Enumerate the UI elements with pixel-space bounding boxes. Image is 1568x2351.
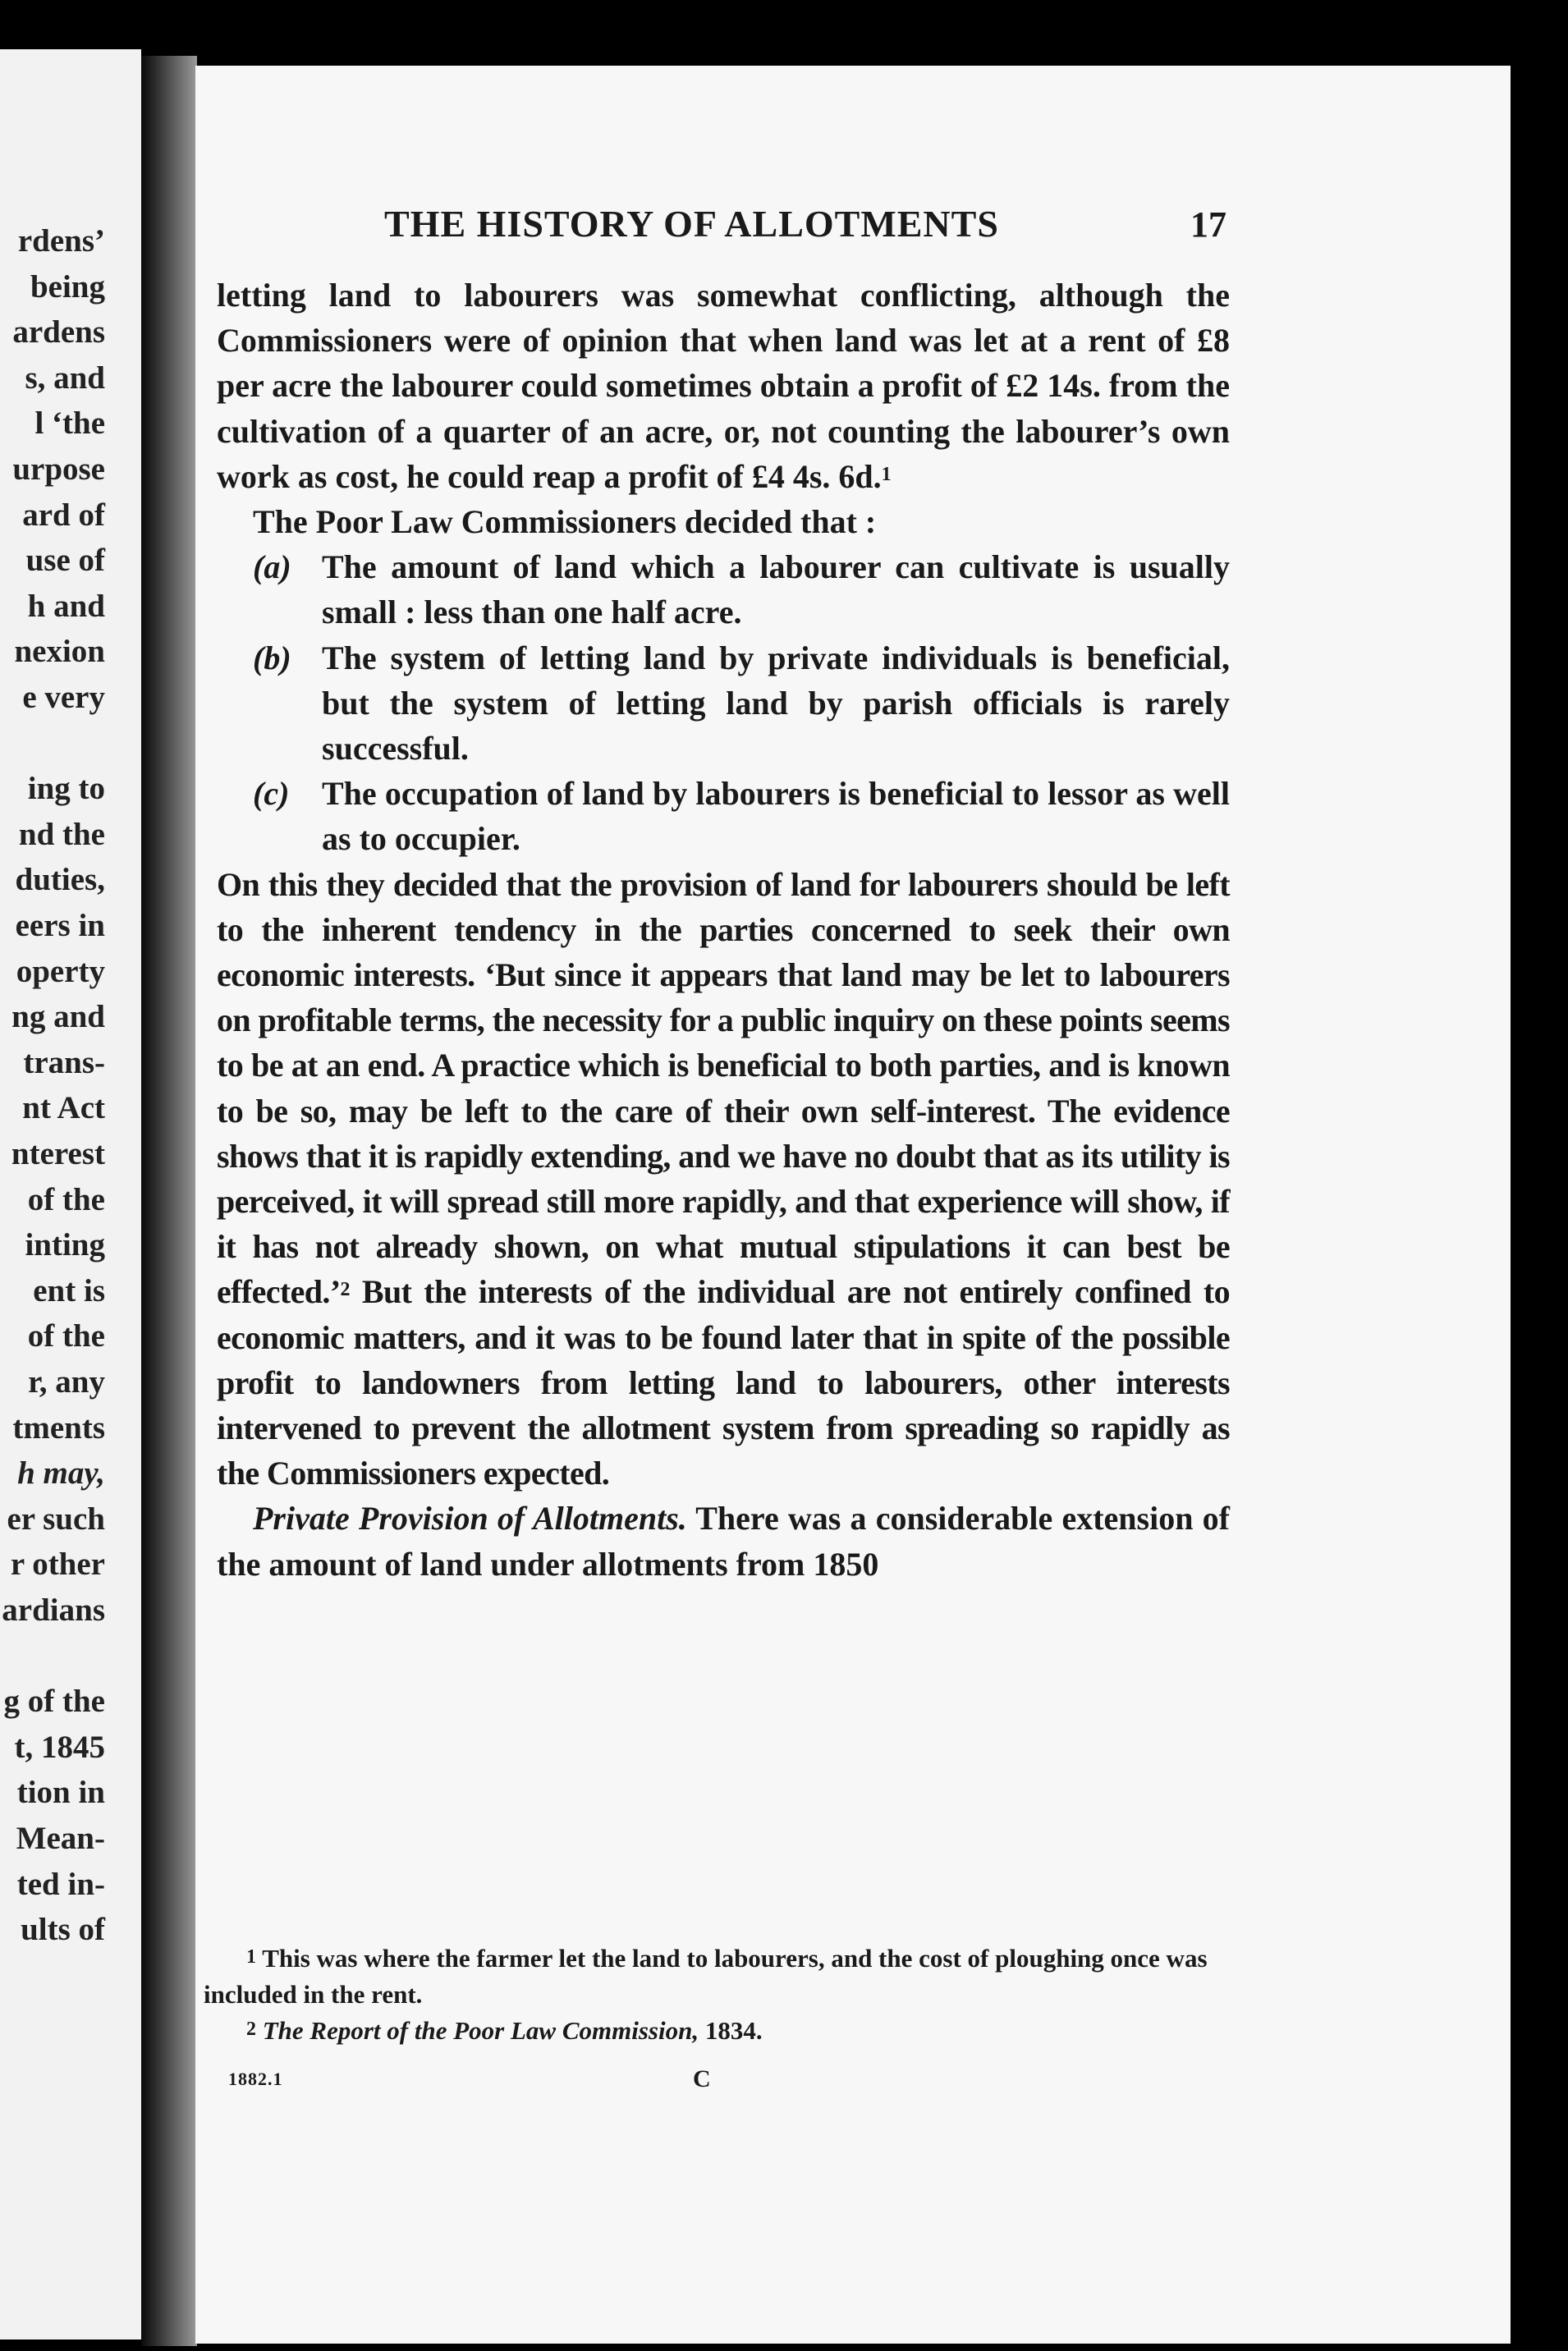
left-page-line: use of — [25, 543, 105, 579]
printer-signature: 1882.1 — [228, 2069, 283, 2089]
footnote-ref: 2 — [340, 1279, 350, 1301]
left-page-line: being — [30, 268, 105, 305]
left-page-line: of the — [27, 1181, 105, 1217]
footnote-number: 2 — [246, 2019, 256, 2040]
left-page-line: r, any — [28, 1364, 105, 1400]
left-page-line: h may, — [17, 1455, 105, 1492]
left-page-line: inting — [25, 1227, 105, 1263]
footnotes — [204, 1941, 1222, 2049]
left-page-line: t, 1845 — [14, 1729, 105, 1765]
left-page-line: Mean- — [16, 1821, 105, 1856]
left-page-line: ng and — [11, 999, 105, 1035]
clause-label: (a) — [253, 548, 291, 586]
section-run-in-heading: Private Provision of Allotments. — [253, 1500, 687, 1538]
footnote-text: 1834. — [699, 2016, 763, 2045]
left-page-line: eers in — [15, 908, 105, 943]
left-page-line: er such — [7, 1501, 105, 1537]
footnote-text: This was where the farmer let the land to labourers, and the cost of ploughing once was included in the rent. — [204, 1944, 1208, 2009]
binding-gutter — [141, 56, 197, 2346]
left-page-line: tments — [12, 1409, 105, 1446]
clause-c — [217, 771, 1230, 861]
left-page-line: trans- — [23, 1044, 105, 1080]
footnote — [204, 2013, 1222, 2049]
paragraph-text: There was a considerable extension of the amount of land under allotments from 1850 — [217, 1500, 1230, 1583]
left-page-line: ardians — [2, 1593, 105, 1628]
left-page-line: ardens — [12, 314, 105, 351]
clause-text: The occupation of land by labourers is beneficial to lessor as well as to occupier. — [322, 775, 1230, 858]
left-page-line: operty — [16, 953, 105, 989]
clause-a — [217, 544, 1230, 635]
left-page-line: ted in- — [16, 1866, 105, 1902]
left-page-line: g of the — [3, 1684, 105, 1720]
paragraph-text: letting land to labourers was somewhat conflicting, although the Commissioners were of opinion that when land was let at a rent of £8 per acre the labourer could sometimes obtain a profit of £2 14s. from the cultivation of a quarter of an acre, or, not counting the labourer’s own work as cost, he could reap a profit of £4 4s. 6d. — [217, 277, 1230, 495]
left-page-line: ent is — [33, 1272, 105, 1308]
left-page-line: tion in — [16, 1775, 105, 1811]
clause-b — [217, 635, 1230, 772]
clause-text: The amount of land which a labourer can cultivate is usually small : less than one half acre. — [322, 548, 1230, 631]
footnote-number: 1 — [246, 1946, 256, 1968]
running-title: THE HISTORY OF ALLOTMENTS — [384, 203, 999, 245]
left-page-line: of the — [27, 1318, 105, 1354]
clause-label: (b) — [253, 639, 291, 676]
footnote — [204, 1941, 1222, 2013]
left-page-line: ard of — [22, 497, 105, 533]
left-page-line: urpose — [12, 451, 105, 487]
left-page-line: nd the — [18, 816, 105, 852]
paragraph-text: But the interests of the individual are not entirely confined to economic matters, and it was to be found later that in spite of the possible profit to landowners from letting land to labourers, other interests intervened to prevent the allotment system from spreading so rapidly as the Commissioners expected. — [217, 1273, 1230, 1492]
body-text — [217, 273, 1230, 1587]
left-page-line: r other — [10, 1547, 105, 1583]
paragraph: The Poor Law Commissioners decided that : — [253, 503, 877, 541]
left-page-line: h and — [27, 588, 105, 624]
left-page-line: ing to — [27, 771, 105, 807]
gathering-signature: C — [693, 2065, 711, 2092]
left-page-line: s, and — [25, 360, 105, 396]
left-page-line: duties, — [15, 862, 105, 898]
paragraph — [217, 273, 1230, 499]
page-number: 17 — [1190, 204, 1226, 245]
quoted-text: On this they decided that the provision of land for labourers should be left to the inherent tendency in the parties concerned to seek their own economic interests. ‘But since it appears that land may be let to labourers on profitable terms, the necessity for a public inquiry on these points seems to be at an end. A practice which is beneficial to both parties, and is known to be so, may be left to the care of their own self-interest. The evidence shows that it is rapidly extending, and we have no doubt that as its utility is perceived, it will spread still more rapidly, and that experience will show, if it has not already shown, on what mutual stipulations it can best be effected.’ — [217, 865, 1230, 1311]
book-page — [195, 66, 1511, 2344]
paragraph — [217, 1496, 1230, 1586]
left-page-line: nterest — [11, 1136, 105, 1171]
previous-page-fragment — [0, 49, 141, 2340]
paragraph — [217, 862, 1230, 1496]
left-page-line: rdens’ — [17, 223, 105, 259]
footnote-title: The Report of the Poor Law Commission, — [256, 2016, 699, 2045]
left-page-line: ults of — [21, 1912, 105, 1948]
left-page-line: e very — [22, 680, 105, 715]
clause-text: The system of letting land by private individuals is beneficial, but the system of letting land by parish officials is rarely successful. — [322, 639, 1230, 768]
clause-label: (c) — [253, 775, 290, 813]
left-page-line: nexion — [14, 634, 105, 670]
left-page-line: l ‘the — [34, 406, 105, 442]
left-page-line: nt Act — [22, 1090, 105, 1126]
footnote-ref: 1 — [881, 463, 892, 485]
page-edge — [1511, 66, 1568, 2351]
